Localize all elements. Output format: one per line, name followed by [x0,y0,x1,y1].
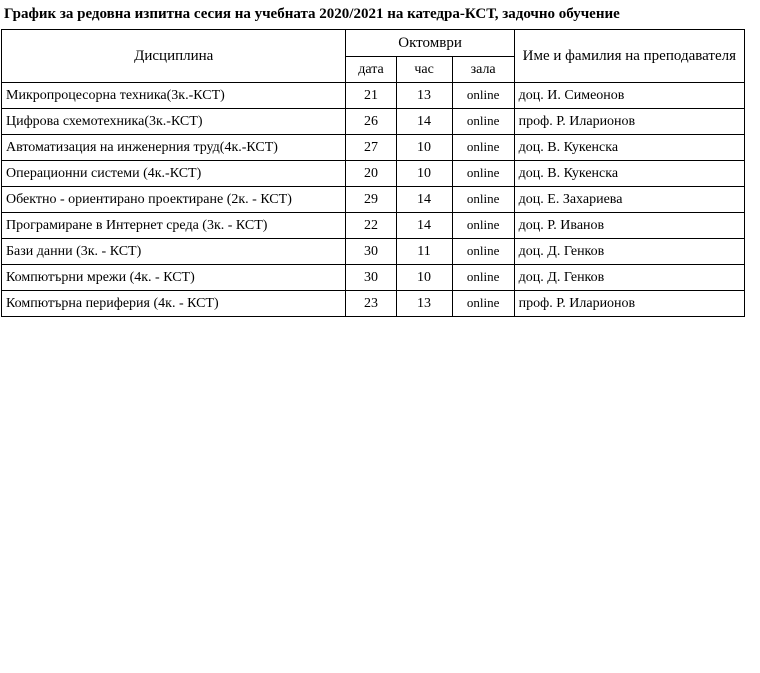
table-row [2,109,745,135]
cell-hour: 14 [396,187,452,213]
cell-discipline: Микропроцесорна техника(3к.-КСТ) [2,83,346,109]
cell-teacher: доц. Д. Генков [514,239,744,265]
column-header-discipline: Дисциплина [2,30,346,83]
table-row [2,291,745,317]
cell-date: 29 [346,187,396,213]
table-row [2,265,745,291]
cell-hour: 10 [396,265,452,291]
table-row [2,187,745,213]
cell-date: 27 [346,135,396,161]
cell-room: online [452,109,514,135]
cell-discipline: Програмиране в Интернет среда (3к. - КСТ) [2,213,346,239]
cell-room: online [452,239,514,265]
table-row [2,213,745,239]
cell-hour: 10 [396,161,452,187]
cell-teacher: доц. В. Кукенска [514,161,744,187]
exam-schedule-table [1,29,745,317]
cell-room: online [452,161,514,187]
cell-room: online [452,187,514,213]
cell-date: 30 [346,239,396,265]
table-row [2,83,745,109]
cell-room: online [452,135,514,161]
cell-teacher: доц. Д. Генков [514,265,744,291]
cell-discipline: Компютърна периферия (4к. - КСТ) [2,291,346,317]
cell-room: online [452,291,514,317]
cell-date: 22 [346,213,396,239]
column-header-room: зала [452,57,514,83]
cell-hour: 13 [396,291,452,317]
cell-hour: 10 [396,135,452,161]
cell-hour: 13 [396,83,452,109]
table-row [2,135,745,161]
cell-teacher: проф. Р. Иларионов [514,291,744,317]
table-row [2,239,745,265]
table-body [2,83,745,317]
cell-discipline: Операционни системи (4к.-КСТ) [2,161,346,187]
cell-teacher: доц. Е. Захариева [514,187,744,213]
cell-room: online [452,265,514,291]
column-header-teacher: Име и фамилия на преподавателя [514,30,744,83]
cell-date: 26 [346,109,396,135]
page-title: График за редовна изпитна сесия на учебната 2020/2021 на катедра-КСТ, задочно обучение [4,6,620,22]
cell-teacher: доц. И. Симеонов [514,83,744,109]
column-header-hour: час [396,57,452,83]
cell-date: 20 [346,161,396,187]
table-header-row-1 [2,30,745,57]
cell-date: 21 [346,83,396,109]
cell-hour: 14 [396,109,452,135]
cell-hour: 11 [396,239,452,265]
cell-room: online [452,83,514,109]
cell-discipline: Автоматизация на инженерния труд(4к.-КСТ) [2,135,346,161]
cell-discipline: Обектно - ориентирано проектиране (2к. - КСТ) [2,187,346,213]
cell-date: 30 [346,265,396,291]
column-header-month: Октомври [346,30,514,57]
cell-teacher: проф. Р. Иларионов [514,109,744,135]
cell-discipline: Бази данни (3к. - КСТ) [2,239,346,265]
cell-teacher: доц. Р. Иванов [514,213,744,239]
table-row [2,161,745,187]
table-header [2,30,745,83]
cell-hour: 14 [396,213,452,239]
column-header-date: дата [346,57,396,83]
cell-date: 23 [346,291,396,317]
cell-discipline: Компютърни мрежи (4к. - КСТ) [2,265,346,291]
cell-teacher: доц. В. Кукенска [514,135,744,161]
cell-discipline: Цифрова схемотехника(3к.-КСТ) [2,109,346,135]
cell-room: online [452,213,514,239]
